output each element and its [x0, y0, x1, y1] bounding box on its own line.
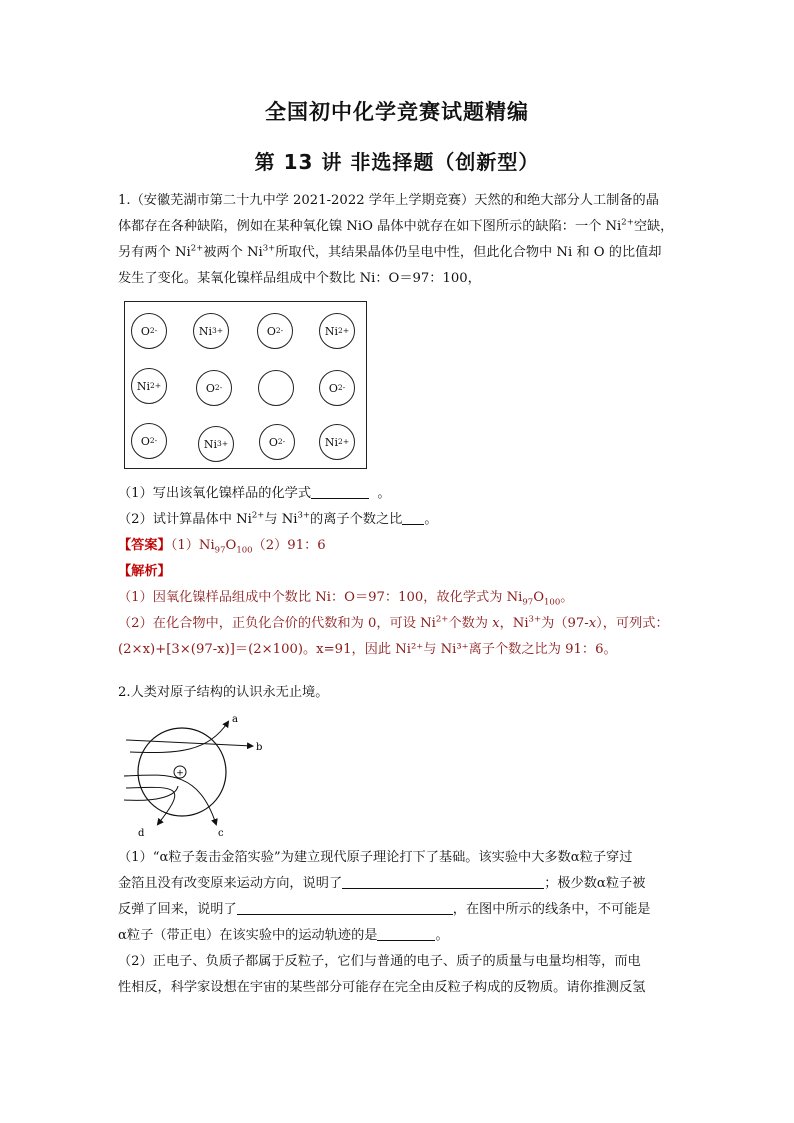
q1-analysis-label: 【解析】: [118, 564, 171, 579]
label-c: c: [218, 828, 224, 839]
q1-subquestions: [118, 481, 678, 663]
q1-analysis-3: (2×x)+[3×(97-x)]＝(2×100)。x=91，因此 Ni²⁺与 Ni³⁺离子个数之比为 91：6。: [118, 642, 617, 657]
q1-sub2: （2）试计算晶体中 $Ni^{2+}$与 $Ni^{3+}$的离子个数之比 。: [118, 510, 438, 527]
ion-vacancy: [258, 370, 294, 406]
ion-o: O 2-: [131, 313, 167, 349]
page-subtitle: 第 13 讲 非选择题（创新型）: [254, 150, 540, 174]
q1-line2: 体都存在各种缺陷，例如在某种氧化镍 NiO 晶体中就存在如下图所示的缺陷：一个 $Ni^{2+}$空缺，: [118, 217, 674, 234]
q1-line4: 发生了变化。某氧化镍样品组成中个数比 Ni：O＝97：100，: [118, 271, 481, 286]
q2-sub1-line2: 金箔且没有改变原来运动方向，说明了 ；极少数α粒子被: [118, 876, 646, 891]
q1-line3: 另有两个 $Ni^{2+}$被两个 $Ni^{3+}$所取代，其结果晶体仍呈电中性，但此化合物中 Ni 和 O 的比值却: [118, 243, 662, 260]
q2-sub1-line4: α粒子（带正电）在该实验中的运动轨迹的是 。: [118, 928, 449, 943]
rutherford-scattering-diagram: [118, 712, 278, 840]
trajectory-d: [126, 787, 175, 824]
page-title: 全国初中化学竞赛试题精编: [265, 100, 529, 124]
q1-analysis-1: （1）因氧化镍样品组成中个数比 Ni：O＝97：100，故化学式为 $Ni_{97}O_{100}$。: [118, 590, 574, 608]
label-b: b: [256, 742, 263, 753]
q2-sub2-line2: 性相反，科学家设想在宇宙的某些部分可能存在完全由反粒子构成的反物质。请你推测反氢: [118, 980, 646, 995]
answer-blank[interactable]: [402, 510, 424, 525]
q1-answer: 【答案】$(1)Ni_{97}O_{100}(2)91$：6: [118, 538, 326, 556]
label-d: d: [138, 828, 145, 839]
nucleus-label: +: [176, 768, 184, 779]
ion-o: O 2-: [196, 370, 232, 406]
ion-o: O 2-: [131, 423, 167, 459]
ion-ni3: Ni 3+: [193, 313, 229, 349]
ion-ni2: Ni 2+: [319, 313, 355, 349]
ion-ni2: Ni 2+: [319, 424, 355, 460]
q2-stem: 2.人类对原子结构的认识永无止境。: [118, 685, 329, 700]
nio-lattice-diagram: [124, 301, 367, 469]
ion-o: O 2-: [319, 370, 355, 406]
q2-sub1-line3: 反弹了回来，说明了 ，在图中所示的线条中，不可能是: [118, 902, 651, 917]
q2-sub1: [118, 845, 678, 1001]
label-a: a: [232, 714, 238, 725]
q1-line1: 1.（安徽芜湖市第二十九中学 2021-2022 学年上学期竞赛）天然的和绝大部分人工制备的晶: [118, 193, 659, 208]
answer-blank[interactable]: [311, 484, 369, 499]
answer-blank[interactable]: [377, 926, 435, 941]
trajectory-c: [124, 775, 216, 824]
trajectory-b: [126, 740, 252, 746]
answer-blank[interactable]: [237, 900, 453, 915]
q1-sub1: （1）写出该氧化镍样品的化学式 。: [118, 486, 391, 501]
q2-sub2-line1: （2）正电子、负质子都属于反粒子，它们与普通的电子、质子的质量与电量均相等，而电: [118, 954, 641, 969]
answer-blank[interactable]: [342, 874, 544, 889]
q1-analysis-2: （2）在化合物中，正负化合价的代数和为 0，可设 $Ni^{2+}$个数为 x，$Ni^{3+}$为（97-x），可列式：: [118, 614, 669, 631]
q1-stem: [118, 188, 678, 292]
ion-o: O 2-: [257, 313, 293, 349]
ion-o: O 2-: [259, 424, 295, 460]
q2-sub1-line1: （1）“α粒子轰击金箔实验”为建立现代原子理论打下了基础。该实验中大多数α粒子穿过: [118, 850, 633, 865]
ion-ni2: Ni 2+: [131, 368, 167, 404]
ion-ni3: Ni 3+: [198, 426, 234, 462]
